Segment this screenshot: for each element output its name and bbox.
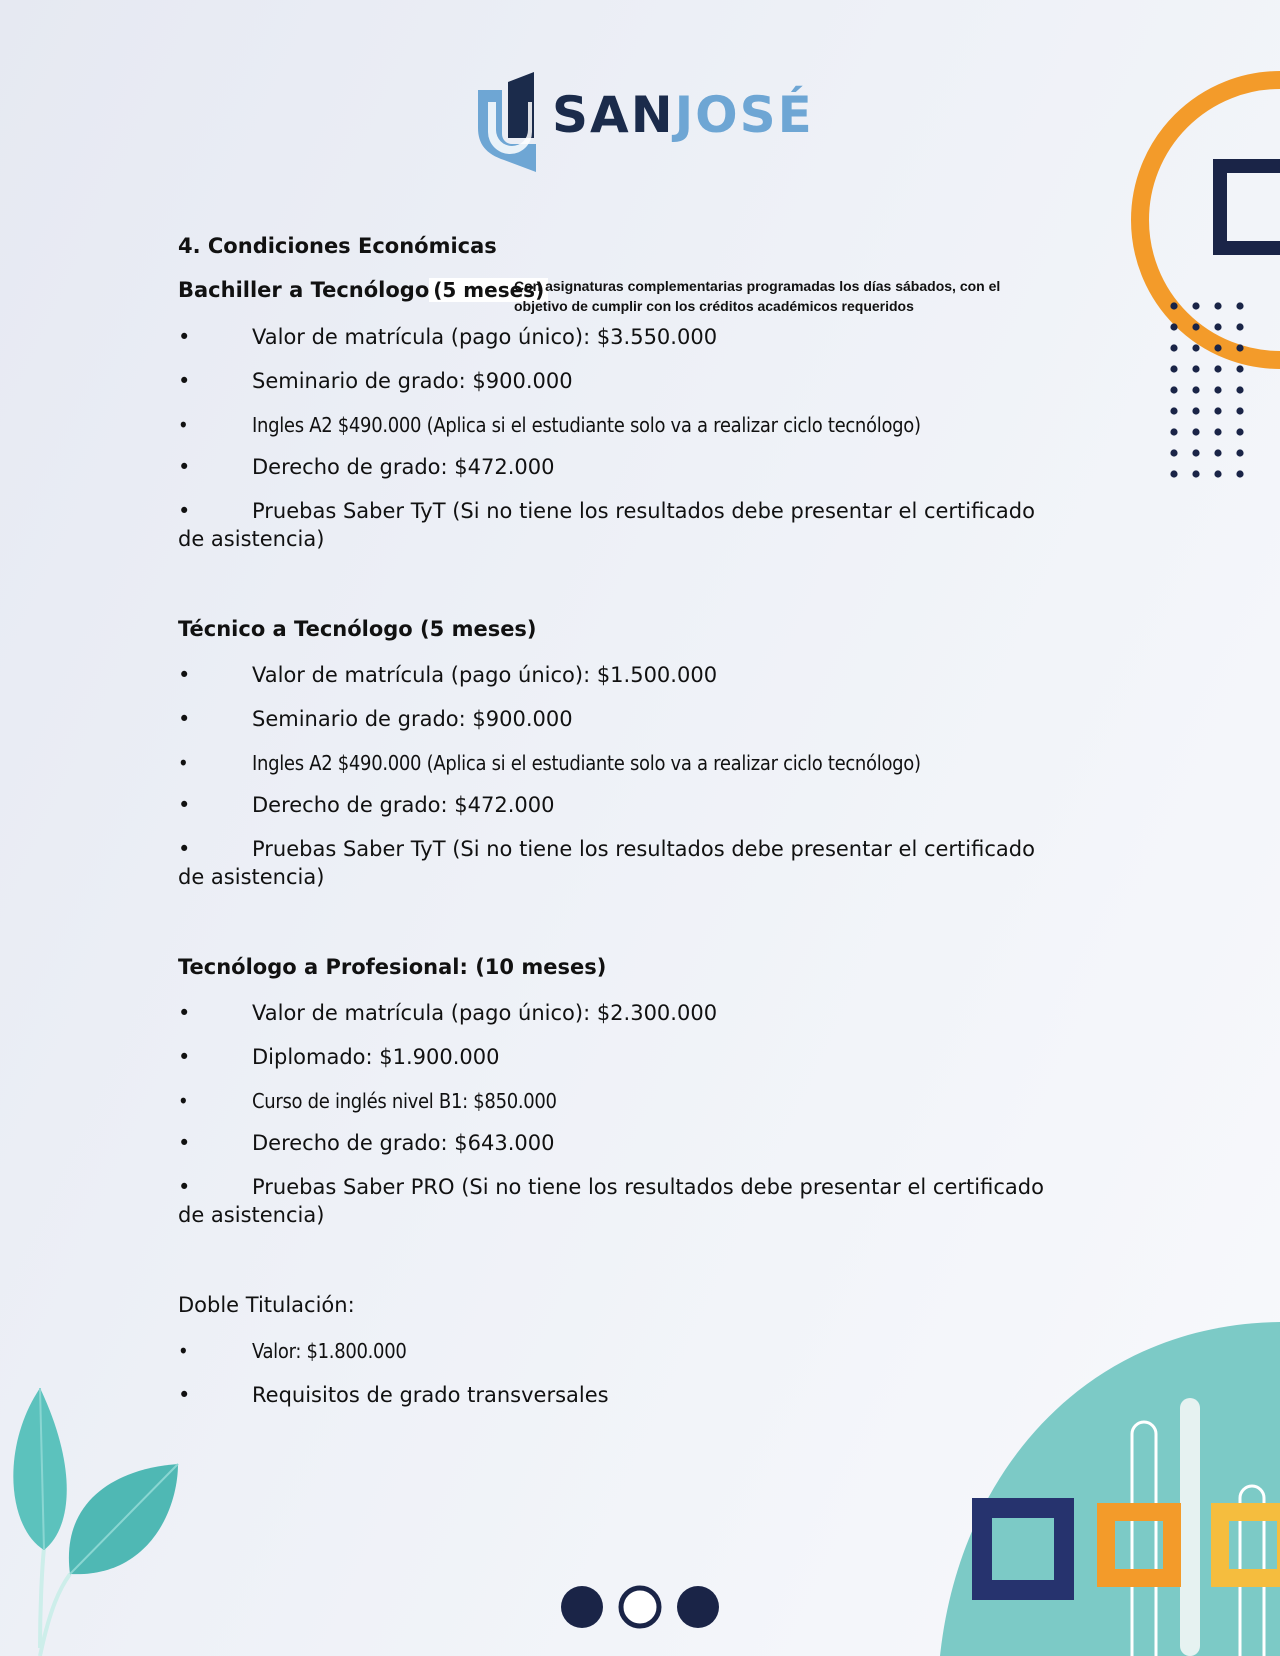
list-item: • Seminario de grado: $900.000 (178, 707, 573, 731)
list-item: • Valor: $1.800.000 (178, 1339, 407, 1363)
program-title-tecnico: Técnico a Tecnólogo (5 meses) (178, 617, 537, 641)
bachiller-items-list (178, 323, 1058, 553)
program-note: Con asignaturas complementarias programadas los días sábados, con el objetivo de cumplir con los créditos académicos requeridos (514, 278, 1001, 314)
list-item: • Valor de matrícula (pago único): $2.300.000 (178, 1001, 718, 1025)
u-shield-icon (474, 72, 540, 172)
tecnico-items-list (178, 661, 1058, 891)
program-duration: (5 meses) (429, 278, 548, 302)
list-item: • Curso de inglés nivel B1: $850.000 (178, 1089, 557, 1113)
program-title-bachiller (178, 278, 548, 302)
leaf-decoration (0, 1388, 190, 1656)
list-item: • Pruebas Saber TyT (Si no tiene los resultados debe presentar el certificado de asistencia) (178, 837, 1035, 889)
list-item: • Pruebas Saber TyT (Si no tiene los resultados debe presentar el certificado de asistencia) (178, 499, 1035, 551)
dot-grid-decoration (1162, 296, 1262, 506)
list-item: • Pruebas Saber PRO (Si no tiene los resultados debe presentar el certificado de asistencia) (178, 1175, 1044, 1227)
page-dots-decoration (530, 1584, 730, 1634)
brand-part1: SAN (552, 86, 675, 144)
dot-filled-icon (677, 1586, 719, 1628)
list-item: • Requisitos de grado transversales (178, 1383, 609, 1407)
list-item: • Derecho de grado: $643.000 (178, 1131, 555, 1155)
list-item: • Seminario de grado: $900.000 (178, 369, 573, 393)
brand-part2: JOSÉ (674, 86, 814, 144)
program-title-text: Bachiller a Tecnólogo (178, 278, 430, 302)
list-item: • Valor de matrícula (pago único): $1.500.000 (178, 663, 718, 687)
list-item: • Ingles A2 $490.000 (Aplica si el estudiante solo va a realizar ciclo tecnólogo) (178, 413, 921, 437)
brand-wordmark (552, 86, 814, 144)
list-item: • Valor de matrícula (pago único): $3.550.000 (178, 325, 718, 349)
list-item: • Ingles A2 $490.000 (Aplica si el estudiante solo va a realizar ciclo tecnólogo) (178, 751, 921, 775)
profesional-items-list (178, 999, 1058, 1229)
program-title-profesional: Tecnólogo a Profesional: (10 meses) (178, 955, 607, 979)
section-title: 4. Condiciones Económicas (178, 234, 497, 258)
dot-filled-icon (561, 1586, 603, 1628)
list-item: • Derecho de grado: $472.000 (178, 793, 555, 817)
brand-logo (474, 72, 814, 172)
list-item: • Derecho de grado: $472.000 (178, 455, 555, 479)
dot-hollow-icon (621, 1588, 659, 1626)
list-item: • Diplomado: $1.900.000 (178, 1045, 500, 1069)
doble-items-list (178, 1337, 1058, 1409)
program-title-doble: Doble Titulación: (178, 1293, 355, 1317)
